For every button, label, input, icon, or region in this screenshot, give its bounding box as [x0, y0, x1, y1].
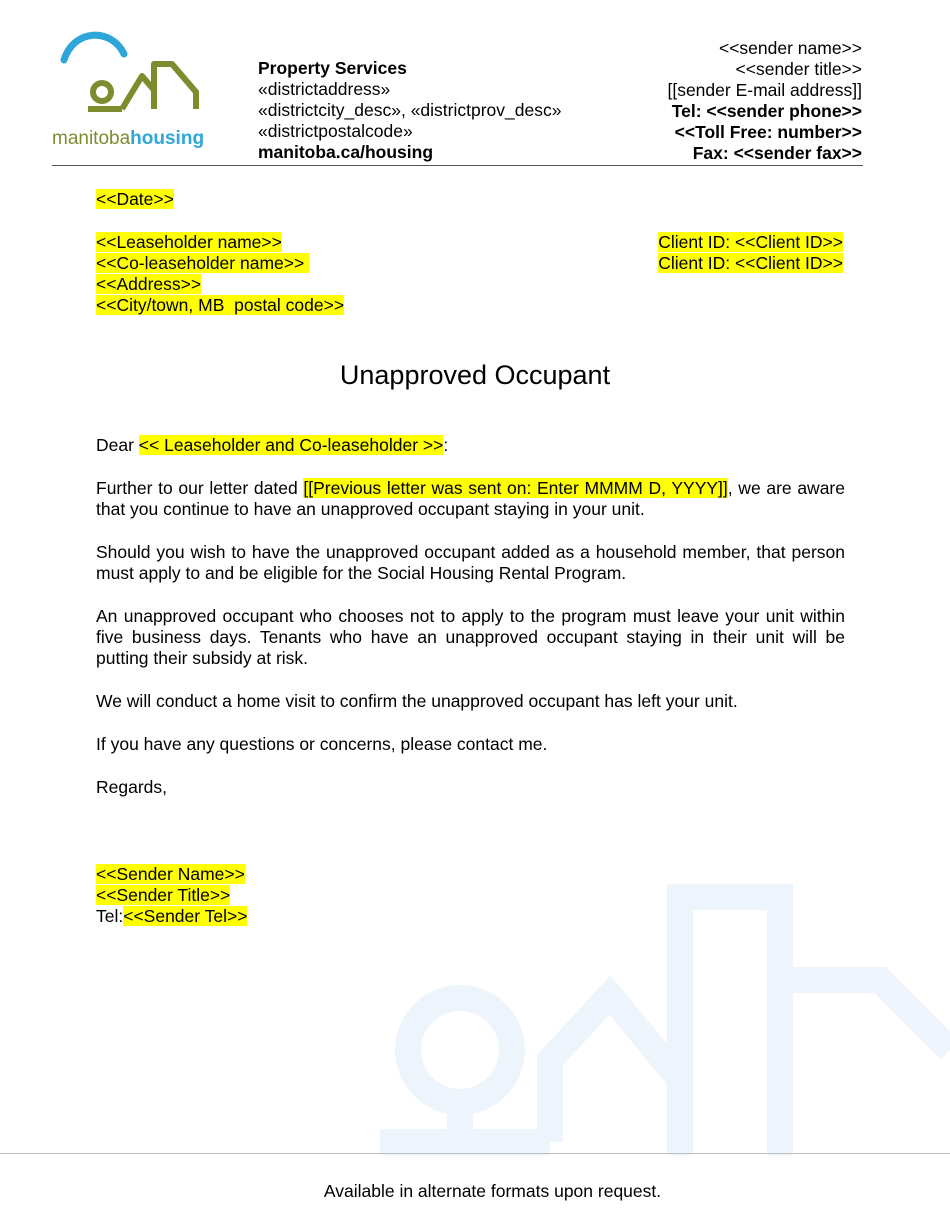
recipient-city: <<City/town, MB postal code>>	[96, 295, 345, 315]
signature-block	[96, 864, 247, 927]
office-name: Property Services	[258, 58, 407, 78]
signature-tel: <<Sender Tel>>	[123, 906, 248, 926]
sender-phone: Tel: <<sender phone>>	[671, 101, 862, 121]
paragraph-4: We will conduct a home visit to confirm the unapproved occupant has left your unit.	[96, 691, 738, 711]
office-postal: «districtpostalcode»	[258, 121, 413, 141]
salutation: Dear << Leaseholder and Co-leaseholder >>:	[96, 435, 449, 455]
letter-title: Unapproved Occupant	[339, 360, 611, 390]
sender-email: [[sender E-mail address]]	[667, 80, 862, 100]
office-address: «districtaddress»	[258, 79, 391, 99]
signature-title: <<Sender Title>>	[96, 885, 231, 905]
office-website: manitoba.ca/housing	[258, 142, 434, 162]
client-id-1: Client ID: <<Client ID>>	[658, 232, 843, 252]
footer-divider	[0, 1153, 950, 1154]
sender-title: <<sender title>>	[735, 59, 862, 79]
logo-wordmark: manitobahousing	[52, 128, 205, 149]
letter-date: <<Date>>	[96, 189, 174, 209]
letter-body	[96, 435, 845, 820]
recipient-address	[96, 232, 344, 316]
paragraph-2: Should you wish to have the unapproved occupant added as a household member, that person must apply to and be eligible for the Social Housing Rental Program.	[96, 542, 845, 583]
office-city-prov: «districtcity_desc», «districtprov_desc»	[258, 100, 562, 120]
paragraph-1: Further to our letter dated [[Previous letter was sent on: Enter MMMM D, YYYY]], we are aware that you continue to have an unapproved occupant staying in your unit.	[96, 478, 845, 519]
sender-toll-free: <<Toll Free: number>>	[674, 122, 862, 142]
recipient-street: <<Address>>	[96, 274, 202, 294]
co-leaseholder-name: <<Co-leaseholder name>>	[96, 253, 310, 273]
paragraph-3: An unapproved occupant who chooses not to apply to the program must leave your unit within five business days. Tenants who have an unapproved occupant staying in their unit will be putting their subsidy at risk.	[96, 606, 845, 668]
client-ids	[658, 232, 843, 274]
sender-fax: Fax: <<sender fax>>	[692, 143, 862, 163]
footer-note: Available in alternate formats upon request.	[323, 1181, 662, 1201]
logo-house-icon	[50, 28, 210, 128]
salutation-name: << Leaseholder and Co-leaseholder >>	[138, 435, 444, 455]
client-id-2: Client ID: <<Client ID>>	[658, 253, 843, 273]
header-divider	[52, 165, 863, 166]
sender-name: <<sender name>>	[718, 38, 862, 58]
previous-letter-date: [[Previous letter was sent on: Enter MMMM D, YYYY]]	[303, 478, 728, 498]
signature-name: <<Sender Name>>	[96, 864, 245, 884]
signature-tel-label: Tel:	[96, 906, 124, 926]
office-address-block	[258, 58, 561, 163]
manitoba-housing-logo	[50, 28, 210, 156]
watermark-house-icon	[360, 880, 950, 1155]
closing: Regards,	[96, 777, 168, 797]
sender-contact-block	[667, 38, 862, 164]
leaseholder-name: <<Leaseholder name>>	[96, 232, 282, 252]
paragraph-5: If you have any questions or concerns, please contact me.	[96, 734, 548, 754]
